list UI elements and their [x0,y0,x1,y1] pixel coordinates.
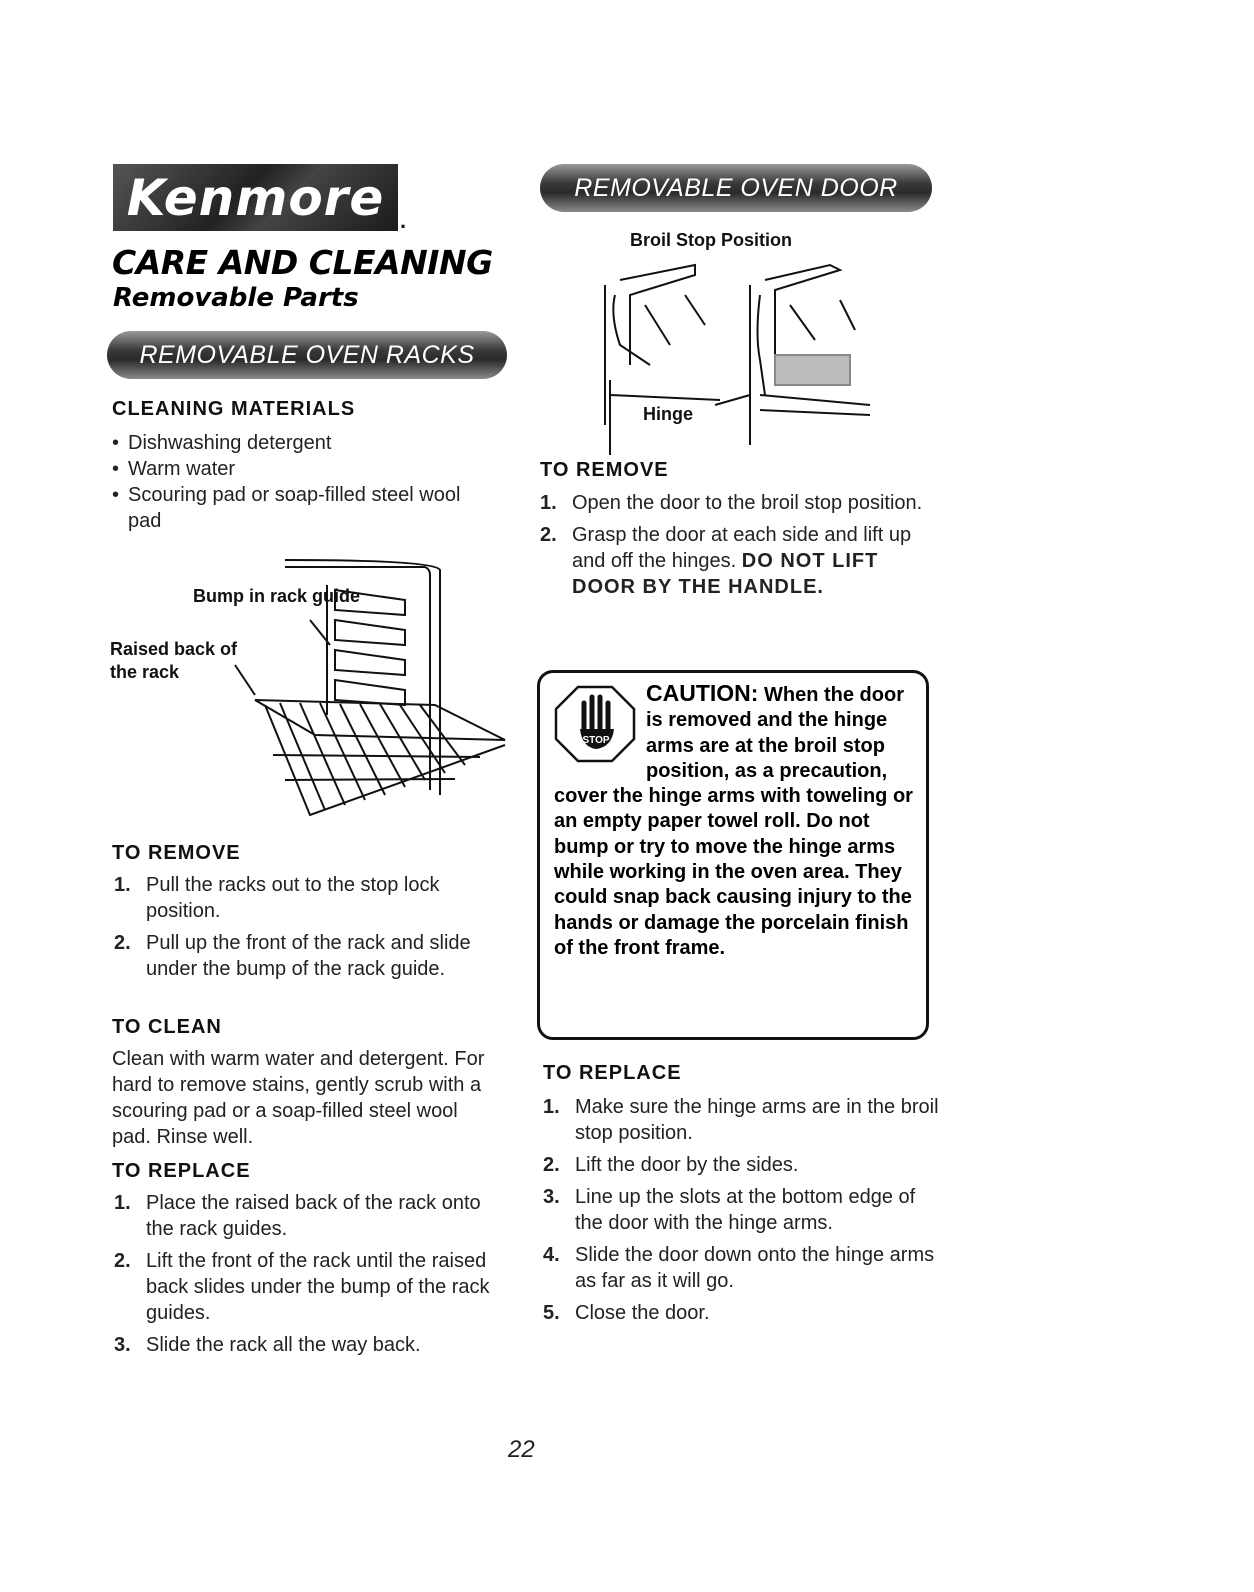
step-text: Make sure the hinge arms are in the broil stop position. [575,1096,939,1144]
step-number: 2. [114,932,131,954]
list-item [114,872,494,924]
caution-label: CAUTION: [646,680,759,706]
remove-steps-door [540,490,940,606]
list-item [543,1094,943,1146]
to-clean-heading: TO CLEAN [112,1016,222,1038]
to-replace-heading-racks: TO REPLACE [112,1160,251,1182]
page-subtitle: Removable Parts [113,283,359,313]
replace-steps-door [543,1094,943,1332]
step-number: 4. [543,1244,560,1266]
kenmore-logo: Kenmore [113,164,398,231]
section-banner-racks: REMOVABLE OVEN RACKS [107,331,507,379]
clean-instructions: Clean with warm water and detergent. For hard to remove stains, gently scrub with a scouring pad or a soap-filled steel wool pad. Rinse well. [112,1048,485,1148]
to-replace-heading-door: TO REPLACE [543,1062,682,1084]
step-text: Place the raised back of the rack onto the rack guides. [146,1192,481,1240]
step-number: 1. [114,1192,131,1214]
stop-icon-label: STOP [582,735,610,746]
list-item: • Scouring pad or soap-filled steel wool pad [112,482,472,534]
list-item [114,1248,509,1326]
list-item: • Dishwashing detergent [112,430,472,456]
caution-body: When the door is removed and the hinge arms are at the broil stop position, as a precaution, cover the hinge arms with toweling or an empty paper towel roll. Do not bump or try to move the hinge arms while working in the oven area. They could snap back causing injury to the hands or damage the porcelain finish of the front frame. [554,684,913,959]
warning-text: DO NOT LIFT DOOR BY THE HANDLE. [572,550,879,598]
step-text: Lift the front of the rack until the raised back slides under the bump of the rack guides. [146,1250,490,1324]
step-number: 2. [543,1154,560,1176]
step-number: 1. [543,1096,560,1118]
label-hinge: Hinge [643,404,694,424]
step-text: Pull the racks out to the stop lock position. [146,874,440,922]
step-number: 1. [114,874,131,896]
stop-hand-icon [554,685,636,763]
cleaning-materials-heading: CLEANING MATERIALS [112,398,356,420]
step-text: Slide the door down onto the hinge arms as far as it will go. [575,1244,935,1292]
step-number: 3. [114,1334,131,1356]
step-number: 3. [543,1186,560,1208]
list-item [114,1190,509,1242]
label-broil-stop-position: Broil Stop Position [630,230,792,250]
label-raised-back: Raised back of the rack [110,639,238,682]
page-number: 22 [508,1436,535,1463]
list-item [114,1332,509,1358]
step-text: Pull up the front of the rack and slide under the bump of the rack guide. [146,932,471,980]
caution-box [537,670,929,1040]
replace-steps-racks [114,1190,509,1364]
step-number: 1. [540,492,557,514]
label-bump-in-rack-guide: Bump in rack guide [193,586,361,606]
step-text: Lift the door by the sides. [575,1154,799,1176]
list-item: • Warm water [112,456,472,482]
step-text: Slide the rack all the way back. [146,1334,421,1356]
section-banner-door: REMOVABLE OVEN DOOR [540,164,932,212]
step-text: Line up the slots at the bottom edge of the door with the hinge arms. [575,1186,916,1234]
step-text: Open the door to the broil stop position. [572,492,923,514]
list-item [540,490,940,516]
step-number: 5. [543,1302,560,1324]
step-text: Close the door. [575,1302,710,1324]
page-title: CARE AND CLEANING [112,243,493,282]
door-illustration [590,255,880,455]
remove-steps-racks [114,872,494,988]
step-number: 2. [114,1250,131,1272]
list-item [543,1184,943,1236]
to-remove-heading-door: TO REMOVE [540,459,669,481]
list-item [543,1152,943,1178]
list-item [540,522,940,600]
logo-dot: . [400,208,407,233]
list-item [543,1242,943,1294]
to-remove-heading-racks: TO REMOVE [112,842,241,864]
step-text: Grasp the door at each side and lift up and off the hinges. [572,524,912,572]
list-item [114,930,494,982]
list-item [543,1300,943,1326]
materials-list [112,430,472,534]
step-number: 2. [540,524,557,546]
